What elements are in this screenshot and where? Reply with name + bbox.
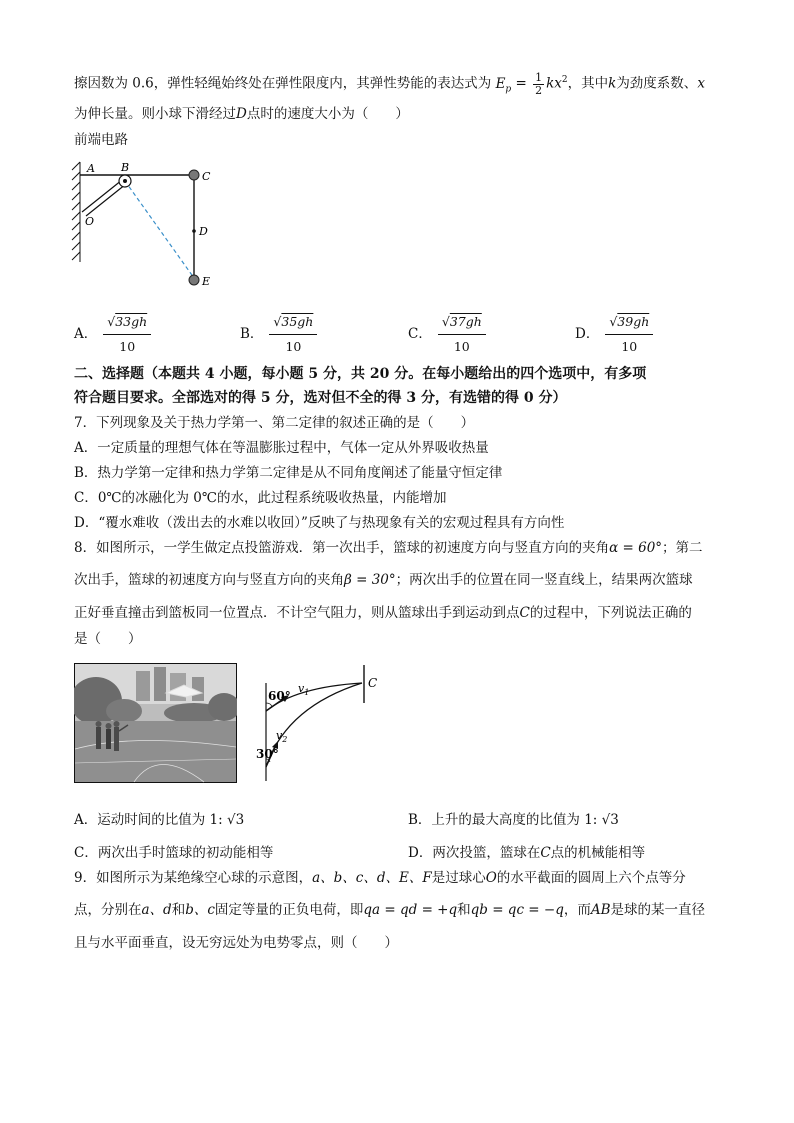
point-C-label: C xyxy=(368,676,378,690)
wall-hatch xyxy=(72,162,80,262)
q6-option-d[interactable]: D． $\frac{√39gh}{10}$ xyxy=(575,312,653,357)
v2-label: $v_2$ xyxy=(276,729,288,744)
q7-option-b[interactable]: B．热力学第一定律和热力学第二定律是从不同角度阐述了能量守恒定律 xyxy=(74,465,503,481)
label-C: C xyxy=(202,170,211,183)
section2-header-2: 符合题目要求。全部选对的得 5 分，选对但不全的得 3 分，有选错的得 0 分） xyxy=(74,390,567,406)
v1-label: $v_1$ xyxy=(298,682,310,697)
ep-symbol: $E_p$ xyxy=(495,75,512,95)
q8-line-4: 是（ ） xyxy=(74,631,142,647)
q6-figure xyxy=(68,156,228,290)
q7-option-c[interactable]: C．0℃的冰融化为 0℃的水，此过程系统吸收热量，内能增加 xyxy=(74,490,447,506)
q8-line-2: 次出手，篮球的初速度方向与竖直方向的夹角β = 30°；两次出手的位置在同一竖直线上，结果两次篮球 xyxy=(74,572,693,588)
q6-option-b[interactable]: B． $\frac{√35gh}{10}$ xyxy=(240,312,317,357)
label-B: B xyxy=(121,161,130,174)
label-A: A xyxy=(87,162,95,175)
label-E: E xyxy=(202,275,211,288)
q6-line-2: 为伸长量。则小球下滑经过D点时的速度大小为（ ） xyxy=(74,106,409,122)
q8-option-d[interactable]: D．两次投篮，篮球在C点的机械能相等 xyxy=(408,845,646,861)
q8-option-b[interactable]: B．上升的最大高度的比值为 1: √3 xyxy=(408,812,619,828)
section2-header-1: 二、选择题（本题共 4 小题，每小题 5 分，共 20 分。在每小题给出的四个选项中，有多项 xyxy=(74,366,647,382)
q7-stem: 7．下列现象及关于热力学第一、第二定律的叙述正确的是（ ） xyxy=(74,415,475,431)
label-O: O xyxy=(85,215,95,228)
q9-line-1: 9．如图所示为某绝缘空心球的示意图，a、b、c、d、E、F是过球心O的水平截面的圆周上六个点等分 xyxy=(74,870,686,886)
q8-trajectory-diagram xyxy=(256,663,386,783)
q9-line-2: 点，分别在a、d和b、c固定等量的正负电荷，即qa = qd = +q和qb = qc = −q，而AB是球的某一直径 xyxy=(74,902,706,918)
angle-60: 60° xyxy=(268,689,291,703)
q8-option-c[interactable]: C．两次出手时篮球的初动能相等 xyxy=(74,845,274,861)
q7-option-d[interactable]: D．“覆水难收（泼出去的水难以收回）”反映了与热现象有关的宏观过程具有方向性 xyxy=(74,515,565,531)
q8-option-a[interactable]: A．运动时间的比值为 1: √3 xyxy=(74,812,245,828)
q7-option-a[interactable]: A．一定质量的理想气体在等温膨胀过程中，气体一定从外界吸收热量 xyxy=(74,440,489,456)
half-fraction: $\frac{1}{2}$ xyxy=(535,70,543,97)
q6-line-1: 擦因数为 0.6，弹性轻绳始终处在弹性限度内，其弹性势能的表达式为 $E_p$ = $\frac{1}{2}$ $kx^2$，其中k为劲度系数、x xyxy=(74,70,705,97)
angle-30: 30° xyxy=(256,747,279,761)
label-D: D xyxy=(199,225,208,238)
q6-option-a[interactable]: A． $\frac{√33gh}{10}$ xyxy=(74,312,151,357)
q9-line-3: 且与水平面垂直，设无穷远处为电势零点，则（ ） xyxy=(74,935,398,951)
q8-line-1: 8．如图所示，一学生做定点投篮游戏．第一次出手，篮球的初速度方向与竖直方向的夹角α = 60°；第二 xyxy=(74,540,703,556)
q6-option-c[interactable]: C． $\frac{√37gh}{10}$ xyxy=(408,312,486,357)
basketball-court-photo xyxy=(74,663,237,783)
q6-line-3: 前端电路 xyxy=(74,132,128,148)
q8-line-3: 正好垂直撞击到篮板同一位置点．不计空气阻力，则从篮球出手到运动到点C的过程中，下列说法正确的 xyxy=(74,605,692,621)
